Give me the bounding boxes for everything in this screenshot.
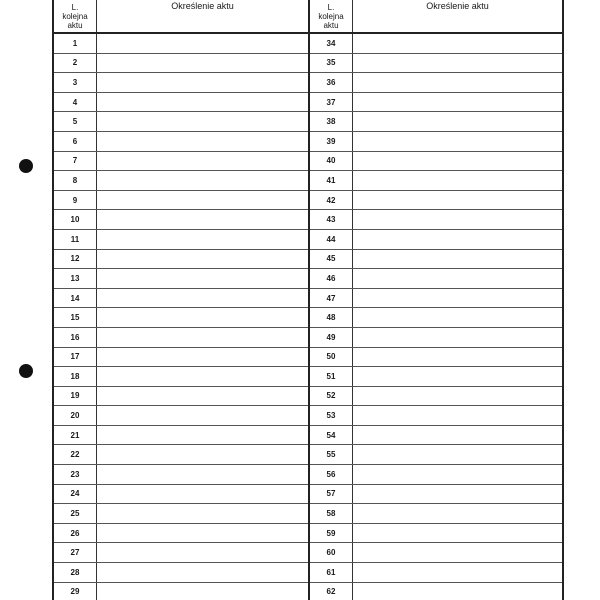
table-row <box>310 34 562 54</box>
act-number: 49 <box>310 328 353 347</box>
act-description-field[interactable] <box>97 171 308 190</box>
act-description-field[interactable] <box>353 132 562 151</box>
act-description-field[interactable] <box>97 328 308 347</box>
act-number: 17 <box>54 348 97 367</box>
number-header-bottom: aktu <box>323 21 339 30</box>
table-row <box>310 543 562 563</box>
act-description-field[interactable] <box>97 250 308 269</box>
act-description-field[interactable] <box>97 504 308 523</box>
act-number: 37 <box>310 93 353 112</box>
table-row <box>310 230 562 250</box>
table-row <box>54 387 308 407</box>
table-row <box>54 34 308 54</box>
table-row <box>54 524 308 544</box>
act-number: 51 <box>310 367 353 386</box>
table-row <box>310 524 562 544</box>
act-number: 53 <box>310 406 353 425</box>
act-description-field[interactable] <box>97 406 308 425</box>
table-row <box>54 445 308 465</box>
act-number: 44 <box>310 230 353 249</box>
act-description-field[interactable] <box>97 445 308 464</box>
act-description-field[interactable] <box>97 348 308 367</box>
act-description-field[interactable] <box>353 269 562 288</box>
act-description-field[interactable] <box>353 387 562 406</box>
table-header-left <box>54 0 308 34</box>
act-number: 5 <box>54 112 97 131</box>
table-row <box>310 171 562 191</box>
act-description-field[interactable] <box>353 465 562 484</box>
act-number: 43 <box>310 210 353 229</box>
table-row <box>54 504 308 524</box>
act-number: 59 <box>310 524 353 543</box>
act-description-field[interactable] <box>97 543 308 562</box>
act-number: 8 <box>54 171 97 190</box>
right-column-block <box>308 0 562 600</box>
punch-hole-top <box>19 159 33 173</box>
table-row <box>54 406 308 426</box>
act-number: 4 <box>54 93 97 112</box>
table-row <box>54 426 308 446</box>
act-number: 61 <box>310 563 353 582</box>
act-number: 2 <box>54 54 97 73</box>
act-number: 23 <box>54 465 97 484</box>
act-description-field[interactable] <box>353 563 562 582</box>
act-number: 21 <box>54 426 97 445</box>
act-description-field[interactable] <box>353 583 562 600</box>
table-row <box>54 73 308 93</box>
act-description-field[interactable] <box>353 543 562 562</box>
act-number: 50 <box>310 348 353 367</box>
table-row <box>54 250 308 270</box>
act-number: 22 <box>54 445 97 464</box>
table-row <box>310 485 562 505</box>
table-row <box>54 171 308 191</box>
act-description-field[interactable] <box>353 524 562 543</box>
act-number: 29 <box>54 583 97 600</box>
table-row <box>310 250 562 270</box>
act-number: 55 <box>310 445 353 464</box>
act-number: 24 <box>54 485 97 504</box>
act-number: 47 <box>310 289 353 308</box>
table-row <box>310 152 562 172</box>
number-header-top: L. <box>327 3 335 12</box>
act-number: 25 <box>54 504 97 523</box>
act-description-field[interactable] <box>353 426 562 445</box>
act-description-field[interactable] <box>97 426 308 445</box>
act-number: 56 <box>310 465 353 484</box>
table-row <box>54 191 308 211</box>
act-description-field[interactable] <box>353 250 562 269</box>
act-column-header: Określenie aktu <box>171 1 234 11</box>
act-description-field[interactable] <box>353 230 562 249</box>
act-description-field[interactable] <box>353 34 562 53</box>
table-header-right <box>310 0 562 34</box>
act-description-field[interactable] <box>353 112 562 131</box>
act-number: 18 <box>54 367 97 386</box>
act-description-field[interactable] <box>97 269 308 288</box>
act-description-field[interactable] <box>97 387 308 406</box>
act-number: 12 <box>54 250 97 269</box>
act-number: 34 <box>310 34 353 53</box>
table-row <box>310 348 562 368</box>
act-description-field[interactable] <box>353 171 562 190</box>
act-description-field[interactable] <box>353 308 562 327</box>
act-description-field[interactable] <box>97 485 308 504</box>
table-row <box>54 308 308 328</box>
table-row <box>310 445 562 465</box>
act-number: 54 <box>310 426 353 445</box>
act-number: 28 <box>54 563 97 582</box>
act-number: 46 <box>310 269 353 288</box>
act-number: 41 <box>310 171 353 190</box>
act-number: 20 <box>54 406 97 425</box>
act-description-field[interactable] <box>353 485 562 504</box>
table-row <box>310 93 562 113</box>
table-row <box>310 504 562 524</box>
act-description-field[interactable] <box>353 73 562 92</box>
act-description-field[interactable] <box>97 583 308 600</box>
table-row <box>310 387 562 407</box>
act-description-field[interactable] <box>353 54 562 73</box>
act-number: 14 <box>54 289 97 308</box>
act-description-field[interactable] <box>97 73 308 92</box>
number-header-top: L. <box>71 3 79 12</box>
act-number: 45 <box>310 250 353 269</box>
act-description-field[interactable] <box>97 34 308 53</box>
act-description-field[interactable] <box>97 230 308 249</box>
act-number: 62 <box>310 583 353 600</box>
act-number: 3 <box>54 73 97 92</box>
table-row <box>54 485 308 505</box>
table-row <box>310 465 562 485</box>
act-number: 35 <box>310 54 353 73</box>
table-row <box>54 465 308 485</box>
act-number: 36 <box>310 73 353 92</box>
act-description-field[interactable] <box>97 191 308 210</box>
act-description-field[interactable] <box>97 54 308 73</box>
table-row <box>54 54 308 74</box>
act-description-field[interactable] <box>353 445 562 464</box>
table-row <box>310 289 562 309</box>
table-row <box>54 328 308 348</box>
number-header-mid: kolejna <box>62 12 88 21</box>
table-row <box>310 367 562 387</box>
act-number: 1 <box>54 34 97 53</box>
act-number: 58 <box>310 504 353 523</box>
act-number: 60 <box>310 543 353 562</box>
table-row <box>54 543 308 563</box>
act-number: 10 <box>54 210 97 229</box>
act-description-field[interactable] <box>97 308 308 327</box>
table-row <box>54 348 308 368</box>
table-row <box>54 93 308 113</box>
act-number: 19 <box>54 387 97 406</box>
table-row <box>54 563 308 583</box>
act-number: 42 <box>310 191 353 210</box>
act-description-field[interactable] <box>353 93 562 112</box>
act-number: 7 <box>54 152 97 171</box>
act-number: 16 <box>54 328 97 347</box>
act-description-field[interactable] <box>97 465 308 484</box>
act-description-field[interactable] <box>97 289 308 308</box>
table-row <box>54 230 308 250</box>
table-row <box>310 210 562 230</box>
left-rows <box>54 34 308 600</box>
act-description-field[interactable] <box>353 406 562 425</box>
number-header-mid: kolejna <box>318 12 344 21</box>
act-description-field[interactable] <box>353 348 562 367</box>
table-row <box>310 73 562 93</box>
act-description-field[interactable] <box>353 504 562 523</box>
act-description-field[interactable] <box>97 112 308 131</box>
act-description-field[interactable] <box>353 152 562 171</box>
right-rows <box>310 34 562 600</box>
act-number: 6 <box>54 132 97 151</box>
act-description-field[interactable] <box>97 152 308 171</box>
table-row <box>310 191 562 211</box>
act-number: 27 <box>54 543 97 562</box>
act-number: 11 <box>54 230 97 249</box>
table-row <box>54 583 308 600</box>
table-row <box>310 563 562 583</box>
act-number: 48 <box>310 308 353 327</box>
act-number: 15 <box>54 308 97 327</box>
table-row <box>54 269 308 289</box>
act-description-field[interactable] <box>353 328 562 347</box>
table-row <box>310 112 562 132</box>
act-description-field[interactable] <box>353 191 562 210</box>
act-number: 52 <box>310 387 353 406</box>
act-description-field[interactable] <box>97 563 308 582</box>
act-number: 26 <box>54 524 97 543</box>
number-column-header <box>54 0 97 32</box>
table-row <box>310 406 562 426</box>
punch-hole-bottom <box>19 364 33 378</box>
table-row <box>54 367 308 387</box>
number-header-bottom: aktu <box>67 21 83 30</box>
table-row <box>310 308 562 328</box>
table-row <box>54 132 308 152</box>
act-number: 40 <box>310 152 353 171</box>
table-row <box>310 426 562 446</box>
act-column-header: Określenie aktu <box>426 1 489 11</box>
act-description-field[interactable] <box>97 132 308 151</box>
act-description-field[interactable] <box>353 210 562 229</box>
table-row <box>310 583 562 600</box>
act-number: 13 <box>54 269 97 288</box>
acts-register-table <box>52 0 564 600</box>
act-number: 57 <box>310 485 353 504</box>
act-description-field[interactable] <box>97 367 308 386</box>
table-row <box>54 289 308 309</box>
table-row <box>310 54 562 74</box>
table-row <box>310 328 562 348</box>
table-row <box>54 152 308 172</box>
act-description-field[interactable] <box>97 93 308 112</box>
table-row <box>310 132 562 152</box>
act-description-field[interactable] <box>97 524 308 543</box>
act-description-field[interactable] <box>353 289 562 308</box>
act-number: 38 <box>310 112 353 131</box>
act-description-field[interactable] <box>97 210 308 229</box>
number-column-header <box>310 0 353 32</box>
act-description-field[interactable] <box>353 367 562 386</box>
left-column-block <box>54 0 308 600</box>
table-row <box>54 112 308 132</box>
act-number: 39 <box>310 132 353 151</box>
act-number: 9 <box>54 191 97 210</box>
table-row <box>54 210 308 230</box>
table-row <box>310 269 562 289</box>
